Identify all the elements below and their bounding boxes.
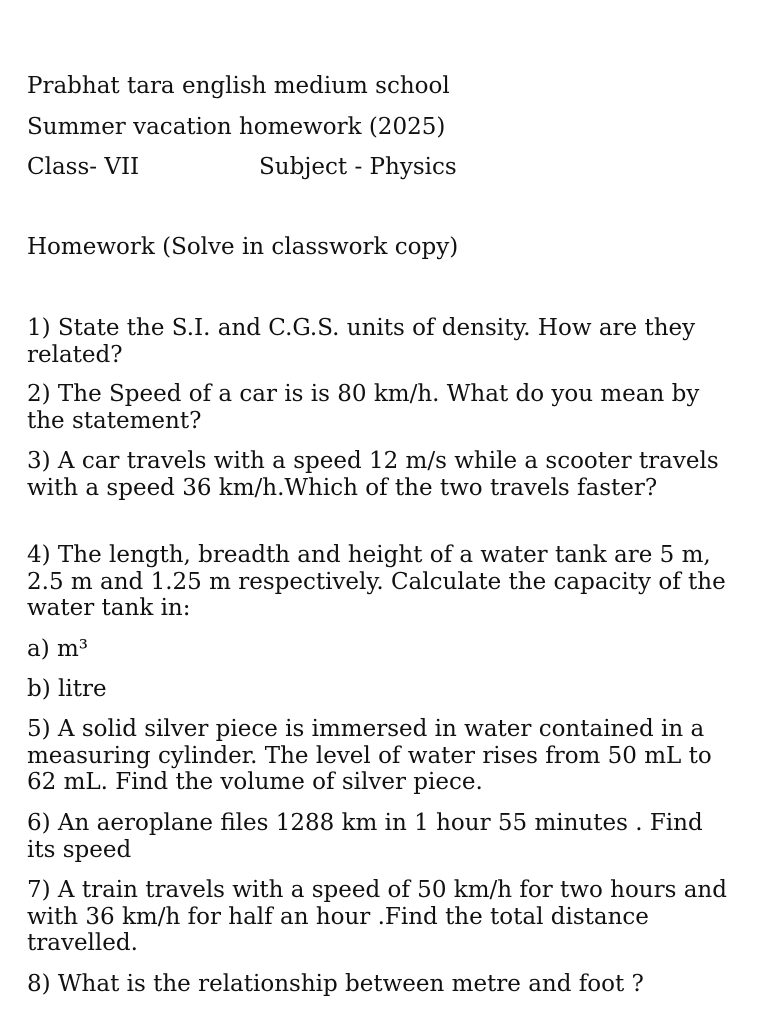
school-name: Prabhat tara english medium school [27, 73, 450, 99]
question-4: 4) The length, breadth and height of a water tank are 5 m, 2.5 m and 1.25 m respectively. Calculate the capacity of the water tank in: [27, 542, 726, 621]
class-label: Class- VII [27, 154, 140, 180]
question-4-part-a: a) m³ [27, 636, 89, 662]
question-5: 5) A solid silver piece is immersed in water contained in a measuring cylinder. The level of water rises from 50 mL to 62 mL. Find the volume of silver piece. [27, 716, 712, 795]
question-8: 8) What is the relationship between metre and foot ? [27, 971, 644, 997]
question-4-part-b: b) litre [27, 676, 107, 702]
question-7: 7) A train travels with a speed of 50 km/h for two hours and with 36 km/h for half an hour .Find the total distance travelled. [27, 877, 727, 956]
homework-title: Summer vacation homework (2025) [27, 114, 446, 140]
question-1: 1) State the S.I. and C.G.S. units of density. How are they related? [27, 315, 696, 368]
question-6: 6) An aeroplane files 1288 km in 1 hour 55 minutes . Find its speed [27, 810, 703, 863]
class-subject-row [27, 154, 727, 181]
instruction: Homework (Solve in classwork copy) [27, 234, 459, 260]
subject-label: Subject - Physics [259, 154, 457, 180]
question-3: 3) A car travels with a speed 12 m/s while a scooter travels with a speed 36 km/h.Which of the two travels faster? [27, 448, 719, 501]
question-2: 2) The Speed of a car is is 80 km/h. What do you mean by the statement? [27, 381, 700, 434]
